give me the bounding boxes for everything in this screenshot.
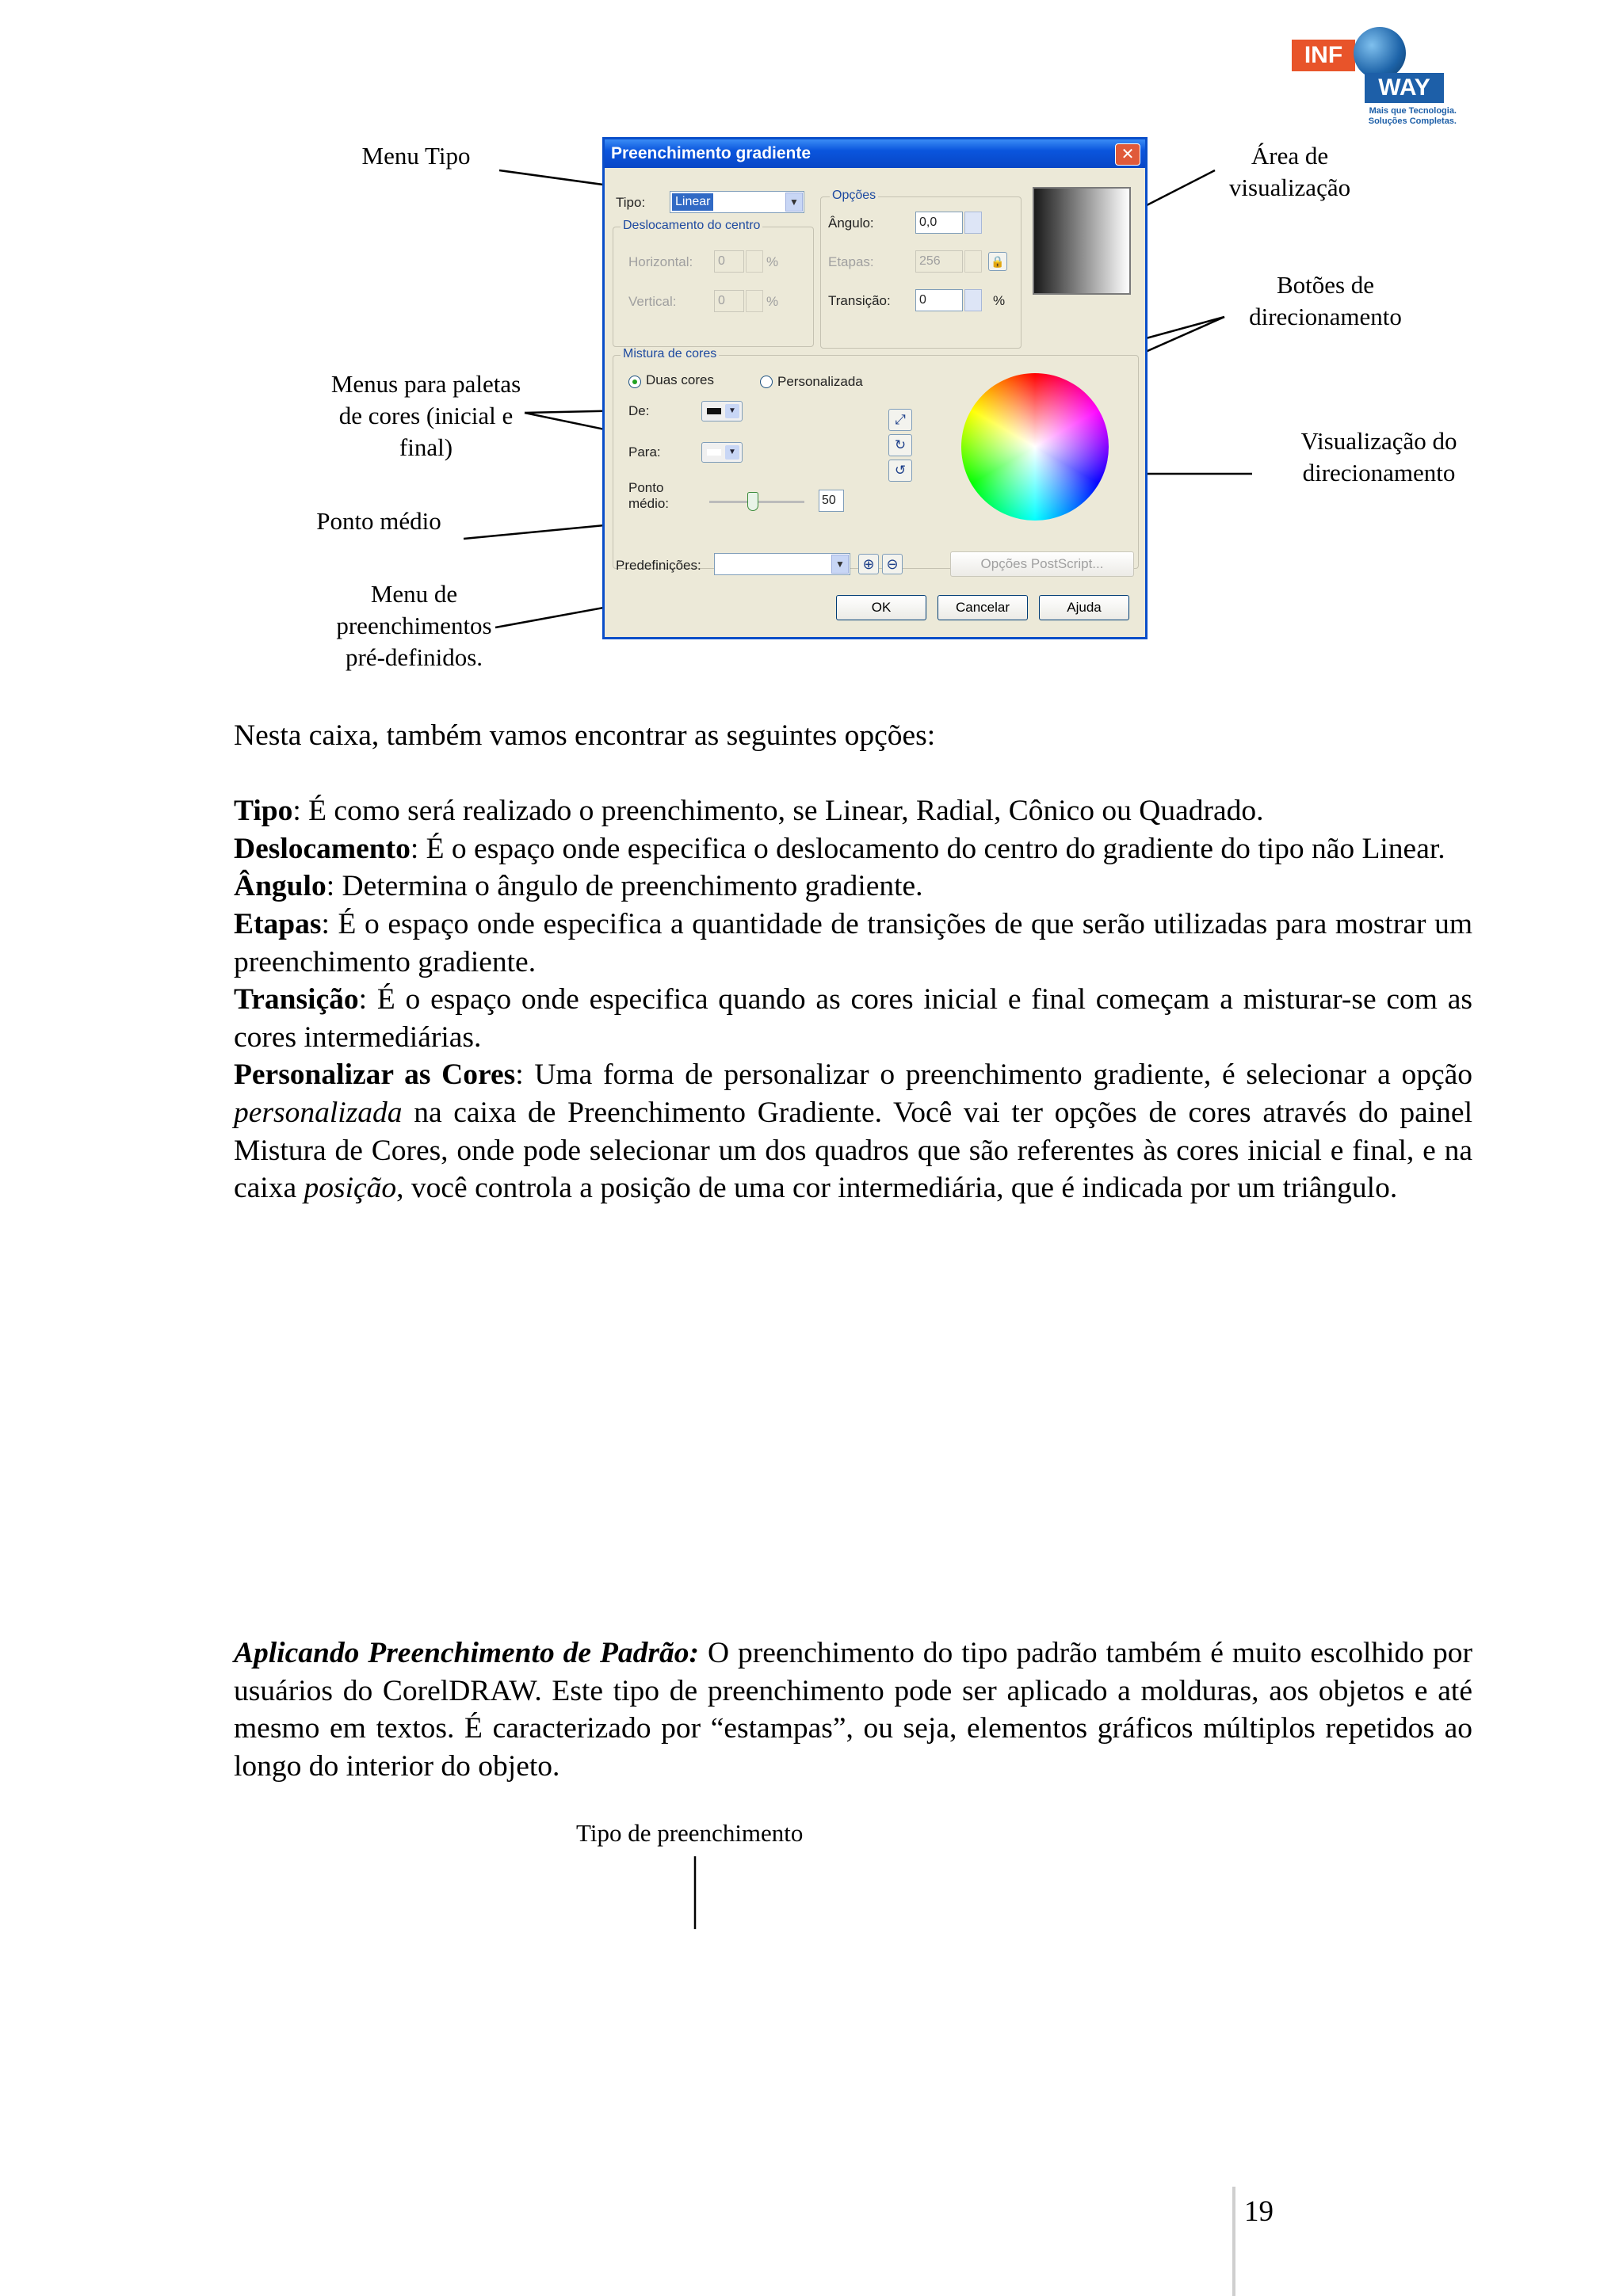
chevron-down-icon: ▼ bbox=[785, 193, 803, 212]
annotation-line: de cores (inicial e bbox=[338, 402, 514, 429]
body-text bbox=[234, 717, 1472, 1207]
para-label: Para: bbox=[628, 444, 661, 460]
logo-way-text: WAY bbox=[1365, 73, 1444, 103]
tipo-paragraph bbox=[234, 792, 1472, 830]
etapas-term: Etapas bbox=[234, 907, 322, 940]
personalizada-radio[interactable] bbox=[760, 376, 773, 388]
para-color-button[interactable] bbox=[701, 442, 743, 463]
predefinicoes-select[interactable] bbox=[714, 553, 850, 575]
horizontal-spinner[interactable] bbox=[746, 250, 763, 273]
annotation-line: Menus para paletas bbox=[330, 370, 521, 398]
personalizar-text-2: na caixa de Preenchimento Gradiente. Você vai ter opções de cores através do painel Mistura de Cores, onde pode selecionar um dos quadros que são referentes às cores inicial e final, e na caixa bbox=[234, 1096, 1472, 1205]
gradient-fill-dialog bbox=[602, 137, 1148, 639]
angulo-spinner[interactable] bbox=[964, 212, 982, 234]
ponto-medio-label bbox=[628, 480, 669, 512]
annotation-line: direcionamento bbox=[1302, 459, 1456, 486]
annotation-line: pré-definidos. bbox=[345, 643, 483, 671]
color-wheel-direction-preview bbox=[961, 373, 1109, 521]
intro-paragraph: Nesta caixa, também vamos encontrar as seguintes opções: bbox=[234, 719, 936, 752]
annotation-tipo-preenchimento: Tipo de preenchimento bbox=[576, 1819, 804, 1847]
annotation-line: direcionamento bbox=[1249, 303, 1402, 330]
duas-cores-label: Duas cores bbox=[646, 372, 714, 387]
etapas-spinner[interactable] bbox=[964, 250, 982, 273]
ponto-medio-slider-handle[interactable] bbox=[747, 492, 758, 511]
vertical-spinner[interactable] bbox=[746, 290, 763, 312]
opcoes-title: Opções bbox=[830, 189, 878, 203]
vertical-input[interactable]: 0 bbox=[714, 290, 744, 312]
angulo-term: Ângulo bbox=[234, 870, 327, 903]
tipo-label: Tipo: bbox=[616, 195, 646, 210]
add-preset-icon[interactable]: ⊕ bbox=[858, 554, 879, 574]
deslocamento-title: Deslocamento do centro bbox=[621, 219, 762, 233]
cancelar-button[interactable]: Cancelar bbox=[938, 595, 1028, 620]
de-color-button[interactable] bbox=[701, 401, 743, 421]
ponto-medio-input[interactable]: 50 bbox=[819, 490, 844, 512]
annotation-menu-tipo: Menu Tipo bbox=[361, 142, 471, 170]
tipo-select[interactable] bbox=[670, 191, 804, 213]
horizontal-input[interactable]: 0 bbox=[714, 250, 744, 273]
personalizar-italic-1: personalizada bbox=[234, 1096, 403, 1129]
padrao-term: Aplicando Preenchimento de Padrão: bbox=[234, 1637, 700, 1669]
annotation-area-visualizacao bbox=[1197, 140, 1383, 204]
de-color-swatch bbox=[707, 408, 721, 414]
counterclockwise-direction-icon[interactable]: ↺ bbox=[888, 460, 912, 482]
logo-tagline: Mais que Tecnologia. Soluções Completas. bbox=[1368, 106, 1457, 126]
angulo-input[interactable]: 0,0 bbox=[915, 212, 963, 234]
transicao-term: Transição bbox=[234, 983, 359, 1016]
etapas-input[interactable]: 256 bbox=[915, 250, 963, 273]
deslocamento-group bbox=[613, 227, 814, 347]
chevron-down-icon: ▼ bbox=[725, 445, 739, 460]
annotation-ponto-medio: Ponto médio bbox=[316, 507, 441, 535]
personalizar-italic-2: posição bbox=[304, 1172, 397, 1205]
annotation-line: Menu de bbox=[370, 580, 458, 608]
chevron-down-icon: ▼ bbox=[831, 555, 849, 574]
transicao-percent: % bbox=[993, 293, 1006, 308]
personalizar-paragraph bbox=[234, 1056, 1472, 1207]
annotation-menus-paletas bbox=[313, 368, 539, 463]
personalizar-text-3: , você controla a posição de uma cor intermediária, que é indicada por um triângulo. bbox=[396, 1172, 1398, 1205]
annotation-menu-predefinidos bbox=[309, 578, 519, 673]
personalizar-text-1: : Uma forma de personalizar o preenchimento gradiente, é selecionar a opção bbox=[515, 1058, 1472, 1092]
deslocamento-text: : É o espaço onde especifica o deslocamento do centro do gradiente do tipo não Linear. bbox=[410, 832, 1445, 865]
padrao-section bbox=[234, 1634, 1472, 1785]
chevron-down-icon: ▼ bbox=[725, 404, 739, 418]
padrao-text: O preenchimento do tipo padrão também é muito escolhido por usuários do CorelDRAW. Este tipo de preenchimento pode ser aplicado a molduras, aos objetos e até mesmo em textos. É caracterizado por “estampas”, ou seja, elementos gráficos múltiplos repetidos ao longo do interior do objeto. bbox=[234, 1637, 1473, 1783]
tipo-text: : É como será realizado o preenchimento, se Linear, Radial, Cônico ou Quadrado. bbox=[292, 795, 1264, 828]
ok-button[interactable]: OK bbox=[836, 595, 926, 620]
ponto-medio-label-line: médio: bbox=[628, 496, 670, 511]
dialog-title: Preenchimento gradiente bbox=[605, 139, 1145, 168]
annotation-botoes-direcionamento bbox=[1216, 269, 1434, 333]
annotation-line: Visualização do bbox=[1300, 427, 1457, 455]
angulo-paragraph bbox=[234, 868, 1472, 906]
ajuda-button[interactable]: Ajuda bbox=[1039, 595, 1129, 620]
opcoes-postscript-button[interactable]: Opções PostScript... bbox=[950, 551, 1134, 577]
annotation-line: final) bbox=[399, 433, 453, 461]
transicao-paragraph bbox=[234, 981, 1472, 1056]
page-number-bar bbox=[1232, 2187, 1235, 2296]
personalizar-term: Personalizar as Cores bbox=[234, 1058, 516, 1092]
transicao-input[interactable]: 0 bbox=[915, 289, 963, 311]
horizontal-percent: % bbox=[766, 254, 779, 269]
de-label: De: bbox=[628, 403, 650, 418]
personalizada-label: Personalizada bbox=[777, 374, 863, 389]
ponto-medio-label-line: Ponto bbox=[628, 480, 664, 495]
deslocamento-paragraph bbox=[234, 830, 1472, 868]
page-number: 19 bbox=[1244, 2195, 1274, 2228]
transicao-spinner[interactable] bbox=[964, 289, 982, 311]
duas-cores-radio[interactable] bbox=[628, 376, 641, 388]
lock-icon[interactable]: 🔒 bbox=[988, 252, 1007, 271]
predefinicoes-label: Predefinições: bbox=[616, 558, 701, 573]
linear-direction-icon[interactable]: ⤢ bbox=[888, 409, 912, 431]
transicao-text: : É o espaço onde especifica quando as cores inicial e final começam a misturar-se com as cores intermediárias. bbox=[234, 983, 1472, 1054]
vertical-label: Vertical: bbox=[628, 294, 677, 309]
deslocamento-term: Deslocamento bbox=[234, 832, 411, 865]
annotation-line: Área de bbox=[1251, 142, 1329, 170]
para-color-swatch bbox=[707, 449, 721, 456]
close-icon[interactable]: ✕ bbox=[1115, 143, 1140, 166]
logo-inf-text: INF bbox=[1292, 40, 1355, 71]
angulo-text: : Determina o ângulo de preenchimento gradiente. bbox=[326, 870, 923, 903]
annotation-line: Botões de bbox=[1276, 271, 1375, 299]
horizontal-label: Horizontal: bbox=[628, 254, 693, 269]
tipo-value: Linear bbox=[672, 193, 713, 211]
annotation-line: preenchimentos bbox=[336, 612, 492, 639]
remove-preset-icon[interactable]: ⊖ bbox=[882, 554, 903, 574]
padrao-paragraph bbox=[234, 1634, 1472, 1785]
clockwise-direction-icon[interactable]: ↻ bbox=[888, 434, 912, 456]
gradient-preview bbox=[1033, 187, 1131, 295]
annotation-visualizacao-direcionamento bbox=[1264, 425, 1494, 489]
tipo-term: Tipo bbox=[234, 795, 293, 828]
etapas-text: : É o espaço onde especifica a quantidade de transições de que serão utilizadas para mostrar um preenchimento gradiente. bbox=[234, 907, 1472, 978]
etapas-label: Etapas: bbox=[828, 254, 874, 269]
angulo-label: Ângulo: bbox=[828, 215, 874, 231]
etapas-paragraph bbox=[234, 906, 1472, 981]
vertical-percent: % bbox=[766, 294, 779, 309]
mistura-title: Mistura de cores bbox=[621, 347, 719, 361]
annotation-line: visualização bbox=[1228, 174, 1351, 201]
transicao-label: Transição: bbox=[828, 293, 891, 308]
